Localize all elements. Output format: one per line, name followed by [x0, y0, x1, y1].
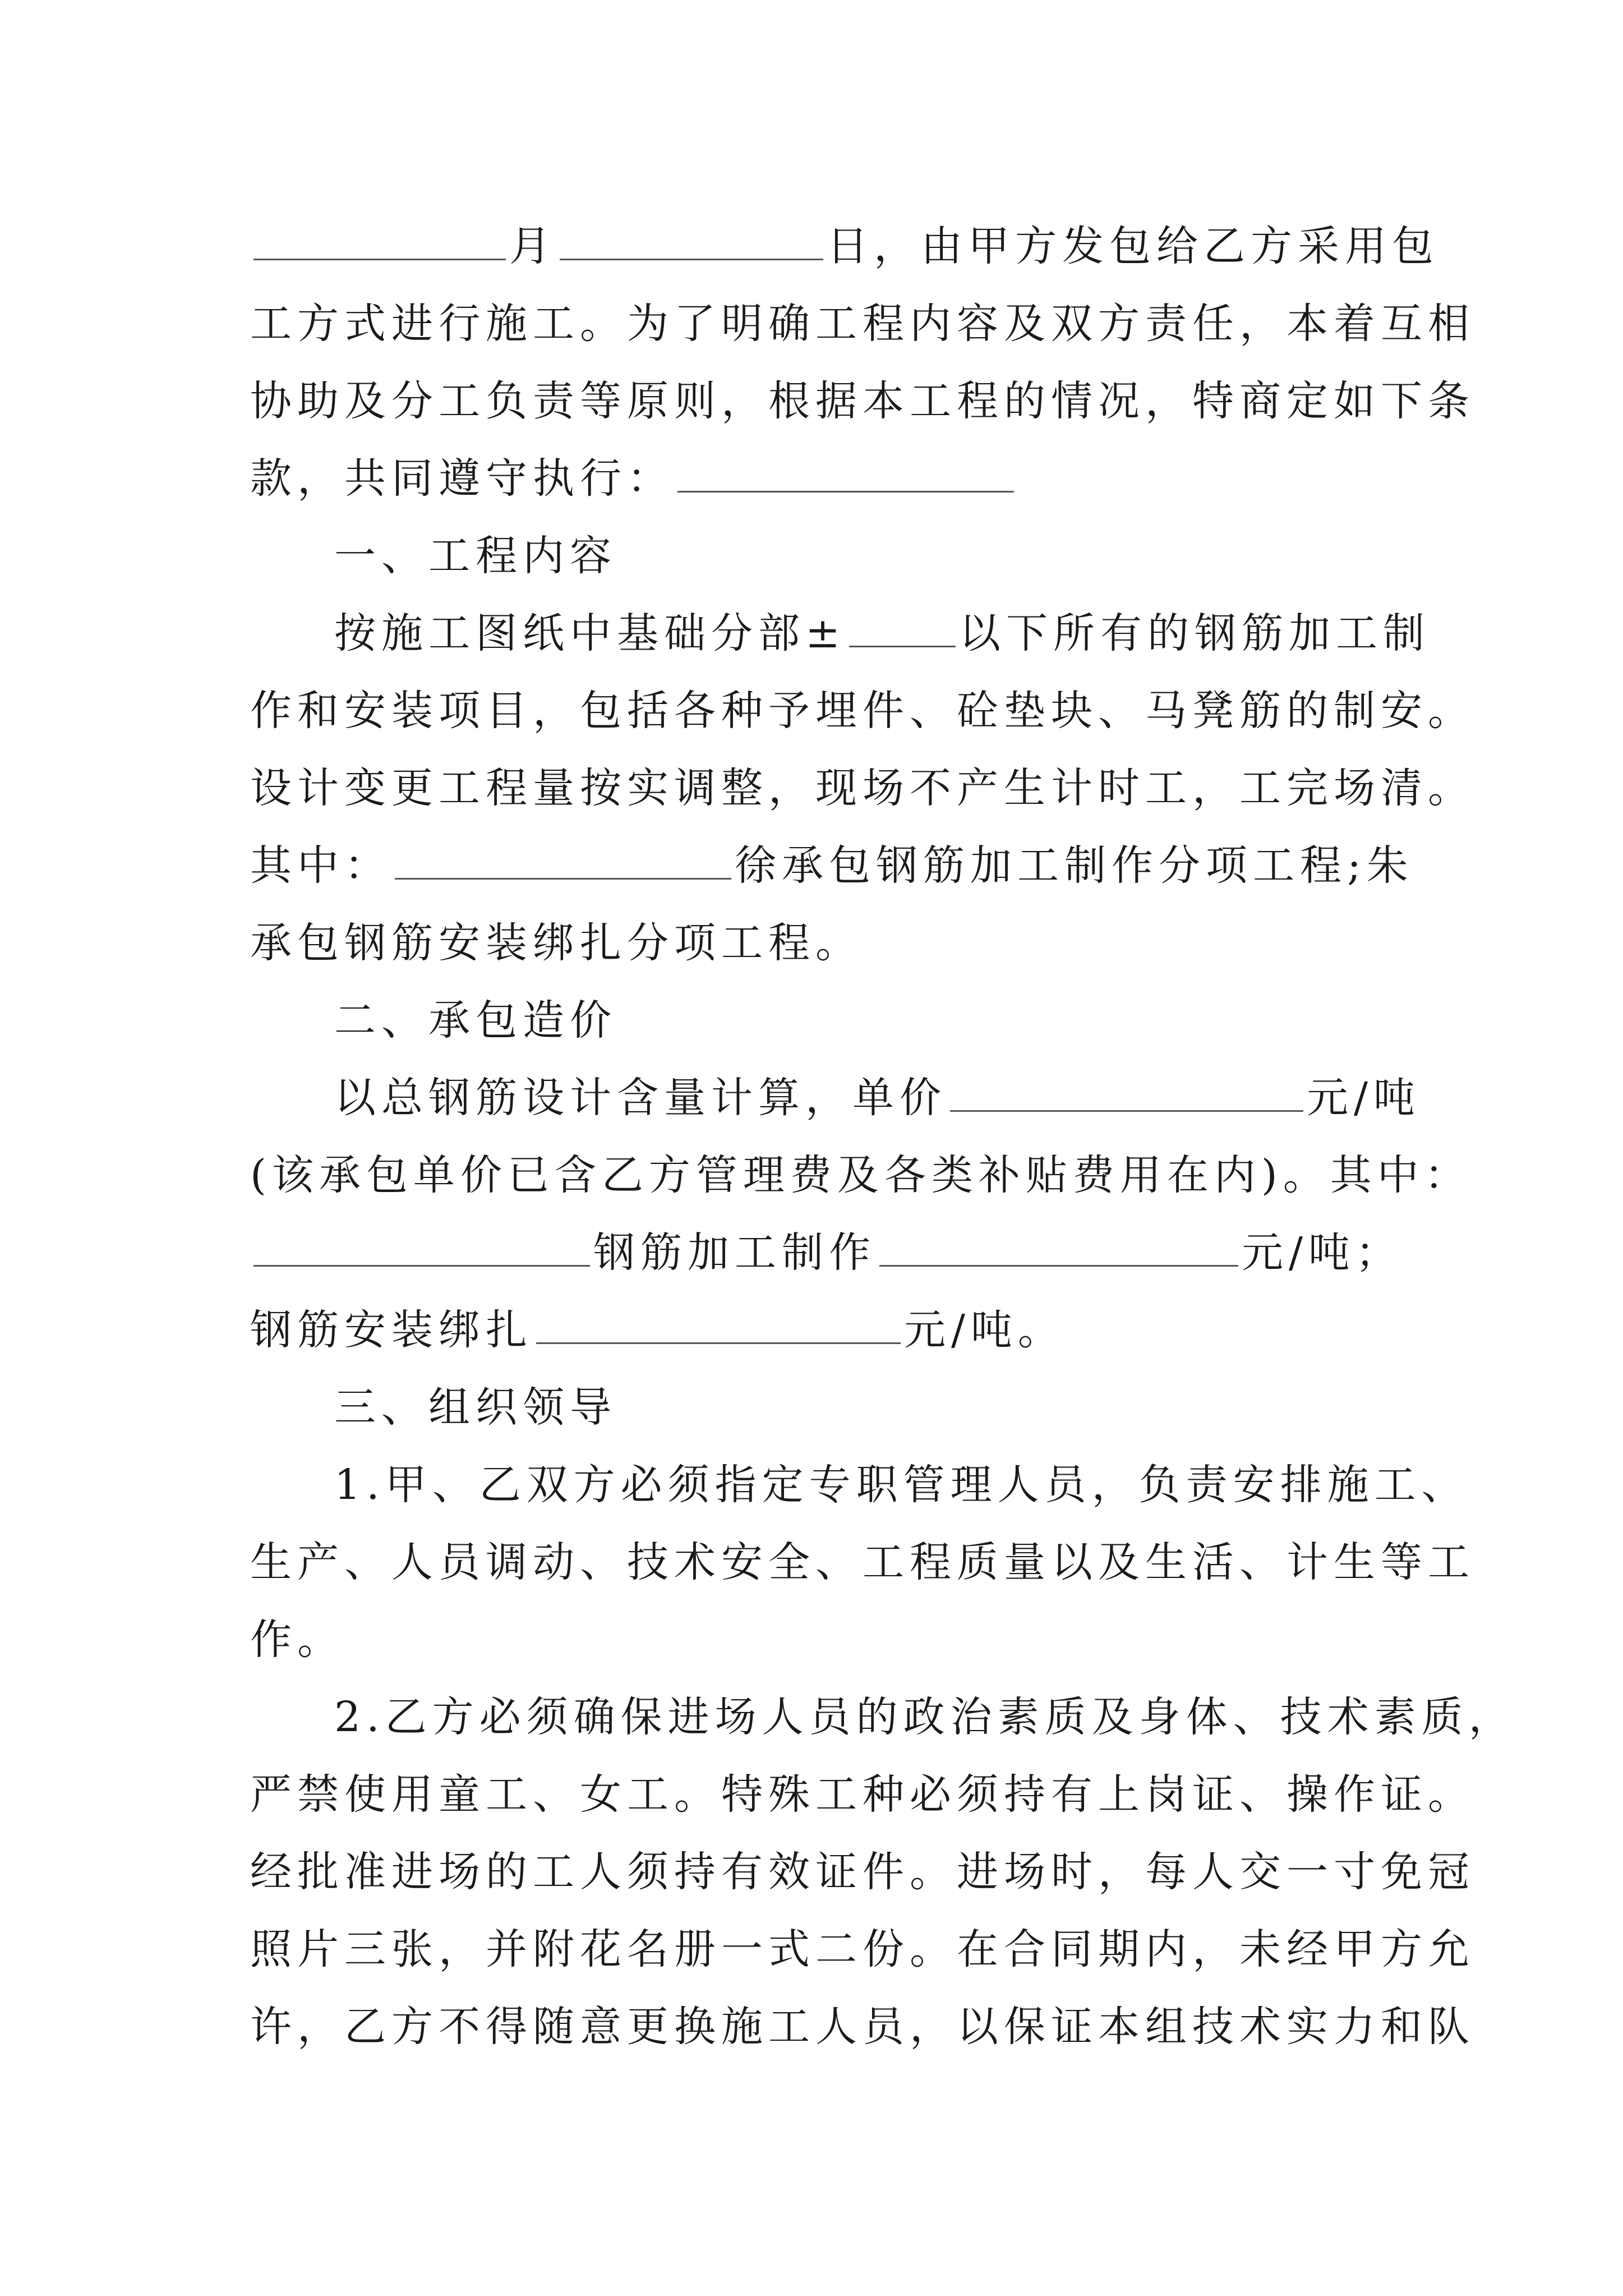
text-segment: 元/吨。 — [904, 1306, 1065, 1354]
section-heading: 二、承包造价 — [334, 996, 617, 1045]
paragraph-line: 严禁使用童工、女工。特殊工种必须持有上岗证、操作证。 — [250, 1770, 1475, 1819]
fill-blank — [677, 458, 1014, 493]
section-heading: 一、工程内容 — [334, 532, 617, 580]
text-segment: 钢筋加工制作 — [593, 1228, 876, 1277]
fill-blank — [395, 845, 731, 880]
contract-body — [250, 208, 1516, 2065]
text-segment: 日，由甲方发包给乙方采用包 — [827, 222, 1439, 270]
fill-blank — [879, 1232, 1238, 1267]
fill-blank — [253, 226, 506, 260]
paragraph-line — [250, 1214, 1409, 1291]
paragraph-line: 经批准进场的工人须持有效证件。进场时，每人交一寸免冠 — [250, 1848, 1475, 1896]
fill-blank — [950, 1078, 1303, 1112]
text-segment: 按施工图纸中基础分部± — [334, 609, 846, 657]
paragraph-line: 协助及分工负责等原则，根据本工程的情况，特商定如下条 — [250, 377, 1475, 425]
fill-blank — [536, 1310, 901, 1344]
paragraph-line: 作。 — [250, 1616, 344, 1664]
paragraph-line: (该承包单价已含乙方管理费及各类补贴费用在内)。其中： — [250, 1151, 1472, 1199]
paragraph-line: 生产、人员调动、技术安全、工程质量以及生活、计生等工 — [250, 1538, 1475, 1586]
text-segment: 元/吨 — [1307, 1074, 1421, 1122]
text-segment: 其中： — [250, 841, 391, 890]
paragraph-line: 许，乙方不得随意更换施工人员，以保证本组技术实力和队 — [250, 2003, 1475, 2051]
text-segment: 元/吨； — [1242, 1228, 1403, 1277]
paragraph-line — [250, 1291, 1409, 1369]
paragraph-line — [250, 827, 1414, 904]
text-segment: 月 — [509, 222, 556, 270]
paragraph-line: 2.乙方必须确保进场人员的政治素质及身体、技术素质， — [334, 1693, 1516, 1741]
paragraph-line — [250, 440, 1409, 517]
section-heading: 三、组织领导 — [334, 1383, 617, 1432]
text-segment: 钢筋安装绑扎 — [250, 1306, 533, 1354]
text-segment: 款，共同遵守执行： — [250, 454, 674, 503]
paragraph-line: 工方式进行施工。为了明确工程内容及双方责任，本着互相 — [250, 300, 1475, 348]
text-segment: 以总钢筋设计含量计算，单价 — [334, 1074, 947, 1122]
paragraph-line: 作和安装项目，包括各种予埋件、砼垫块、马凳筋的制安。 — [250, 687, 1475, 735]
text-segment: 徐承包钢筋加工制作分项工程;朱 — [735, 841, 1414, 890]
paragraph-line — [250, 208, 1439, 285]
fill-blank — [253, 1232, 590, 1267]
fill-blank — [560, 226, 823, 260]
paragraph-line: 承包钢筋安装绑扎分项工程。 — [250, 919, 863, 967]
paragraph-line: 设计变更工程量按实调整，现场不产生计时工，工完场清。 — [250, 764, 1475, 812]
paragraph-line — [250, 595, 1431, 672]
paragraph-line: 照片三张，并附花名册一式二份。在合同期内，未经甲方允 — [250, 1925, 1475, 1973]
paragraph-line: 1.甲、乙双方必须指定专职管理人员，负责安排施工、 — [334, 1461, 1469, 1509]
fill-blank — [849, 613, 956, 647]
text-segment: 以下所有的钢筋加工制 — [959, 609, 1431, 657]
paragraph-line — [250, 1059, 1421, 1137]
